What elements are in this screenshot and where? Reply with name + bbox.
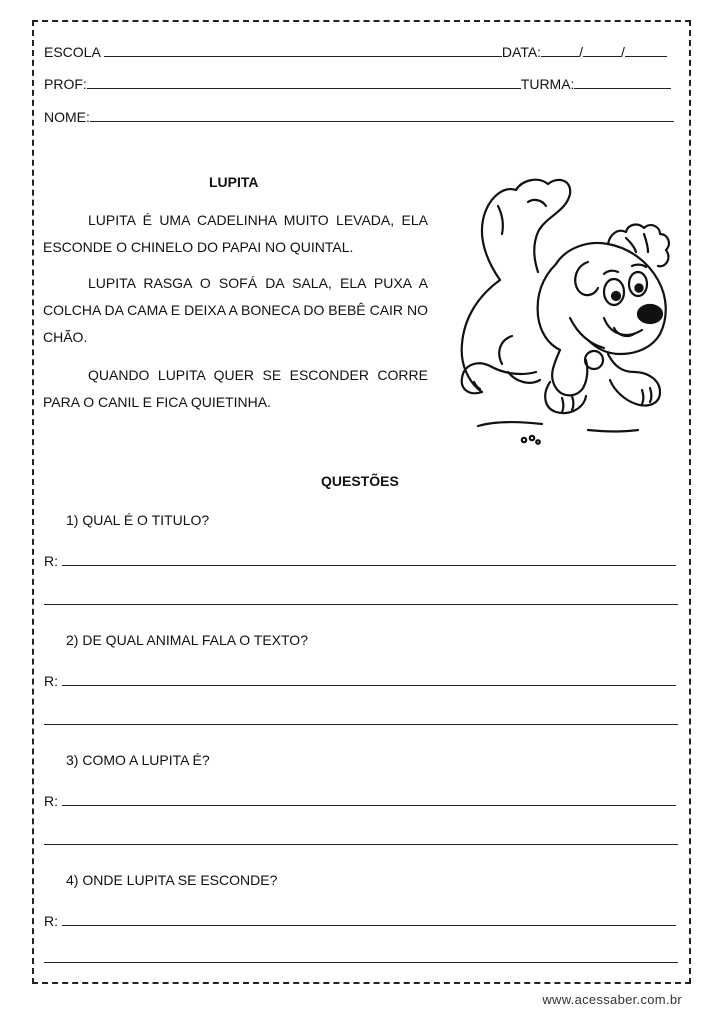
answer-label: R: <box>44 913 58 929</box>
class-label: TURMA: <box>520 76 575 92</box>
answer-line[interactable] <box>44 962 678 963</box>
answer-line[interactable] <box>62 793 676 806</box>
date-label: DATA: <box>501 44 542 60</box>
date-month-blank[interactable] <box>583 44 621 57</box>
story-paragraph: LUPITA É UMA CADELINHA MUITO LEVADA, ELA ESCONDE O CHINELO DO PAPAI NO QUINTAL. <box>43 212 428 255</box>
teacher-field[interactable] <box>44 76 671 92</box>
answer-line[interactable] <box>62 913 676 926</box>
footer-website: www.acessaber.com.br <box>542 992 682 1007</box>
school-blank[interactable] <box>104 44 502 57</box>
question-4: 4) ONDE LUPITA SE ESCONDE? <box>66 872 278 888</box>
teacher-label: PROF: <box>44 76 87 92</box>
question-1: 1) QUAL É O TITULO? <box>66 512 210 528</box>
answer-label: R: <box>44 553 58 569</box>
name-label: NOME: <box>44 109 90 125</box>
story-title: LUPITA <box>209 174 259 190</box>
class-blank[interactable] <box>574 76 671 89</box>
answer-line[interactable] <box>44 844 678 845</box>
answer-line[interactable] <box>44 604 678 605</box>
teacher-blank[interactable] <box>87 76 521 89</box>
answer-label: R: <box>44 793 58 809</box>
answer-3[interactable] <box>44 793 676 809</box>
school-field[interactable] <box>44 44 667 60</box>
date-day-blank[interactable] <box>541 44 579 57</box>
date-separator: / <box>620 44 625 60</box>
date-year-blank[interactable] <box>625 44 667 57</box>
questions-heading: QUESTÕES <box>321 473 399 489</box>
date-separator: / <box>579 44 583 60</box>
answer-line[interactable] <box>62 673 676 686</box>
school-label: ESCOLA <box>44 44 101 60</box>
story-paragraph: QUANDO LUPITA QUER SE ESCONDER CORRE PARA O CANIL E FICA QUIETINHA. <box>43 367 428 410</box>
name-field[interactable] <box>44 109 674 125</box>
puppy-illustration <box>438 168 688 458</box>
question-2: 2) DE QUAL ANIMAL FALA O TEXTO? <box>66 632 308 648</box>
answer-2[interactable] <box>44 673 676 689</box>
answer-label: R: <box>44 673 58 689</box>
answer-line[interactable] <box>44 724 678 725</box>
answer-4[interactable] <box>44 913 676 929</box>
story-paragraph: LUPITA RASGA O SOFÁ DA SALA, ELA PUXA A COLCHA DA CAMA E DEIXA A BONECA DO BEBÊ CAIR NO CHÃO. <box>43 275 428 345</box>
answer-line[interactable] <box>62 553 676 566</box>
worksheet-border <box>32 20 691 984</box>
answer-1[interactable] <box>44 553 676 569</box>
question-3: 3) COMO A LUPITA É? <box>66 752 210 768</box>
name-blank[interactable] <box>90 109 674 122</box>
